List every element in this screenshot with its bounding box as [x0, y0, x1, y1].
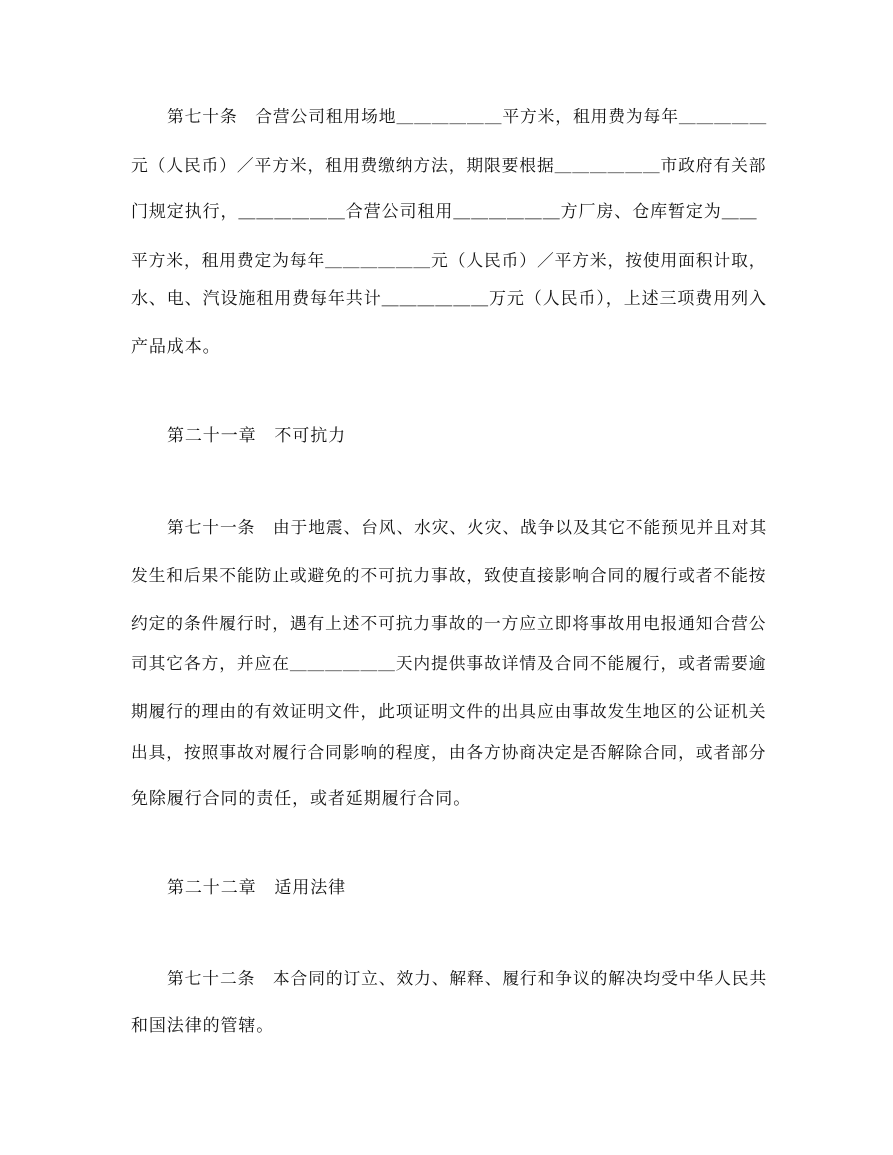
article-71-line-4: 司其它各方，并应在＿＿＿＿＿＿天内提供事故详情及合同不能履行，或者需要逾 — [131, 653, 767, 673]
article-70-line-2: 元（人民币）／平方米，租用费缴纳方法，期限要根据＿＿＿＿＿＿市政府有关部 — [131, 155, 767, 175]
article-71-line-5: 期履行的理由的有效证明文件，此项证明文件的出具应由事故发生地区的公证机关 — [131, 701, 767, 721]
article-70-line-4: 平方米，租用费定为每年＿＿＿＿＿＿元（人民币）／平方米，按使用面积计取， — [131, 250, 767, 270]
article-71-line-3: 约定的条件履行时，遇有上述不可抗力事故的一方应立即将事故用电报通知合营公 — [131, 613, 767, 633]
article-70-line-1: 第七十条 合营公司租用场地＿＿＿＿＿＿平方米，租用费为每年＿＿＿＿＿ — [167, 106, 768, 126]
chapter-22-heading: 第二十二章 适用法律 — [167, 878, 346, 898]
article-71-line-6: 出具，按照事故对履行合同影响的程度，由各方协商决定是否解除合同，或者部分 — [131, 742, 767, 762]
article-71-line-1: 第七十一条 由于地震、台风、水灾、火灾、战争以及其它不能预见并且对其 — [167, 517, 768, 537]
chapter-21-heading: 第二十一章 不可抗力 — [167, 426, 346, 446]
article-70-line-3: 门规定执行，＿＿＿＿＿＿合营公司租用＿＿＿＿＿＿方厂房、仓库暂定为＿＿ — [131, 202, 758, 222]
article-72-line-2: 和国法律的管辖。 — [131, 1016, 275, 1036]
article-72-line-1: 第七十二条 本合同的订立、效力、解释、履行和争议的解决均受中华人民共 — [167, 968, 768, 988]
article-71-line-2: 发生和后果不能防止或避免的不可抗力事故，致使直接影响合同的履行或者不能按 — [131, 565, 767, 585]
article-70-line-6: 产品成本。 — [131, 337, 221, 357]
article-70-line-5: 水、电、汽设施租用费每年共计＿＿＿＿＿＿万元（人民币），上述三项费用列入 — [131, 289, 767, 309]
article-71-line-7: 免除履行合同的责任，或者延期履行合同。 — [131, 789, 472, 809]
